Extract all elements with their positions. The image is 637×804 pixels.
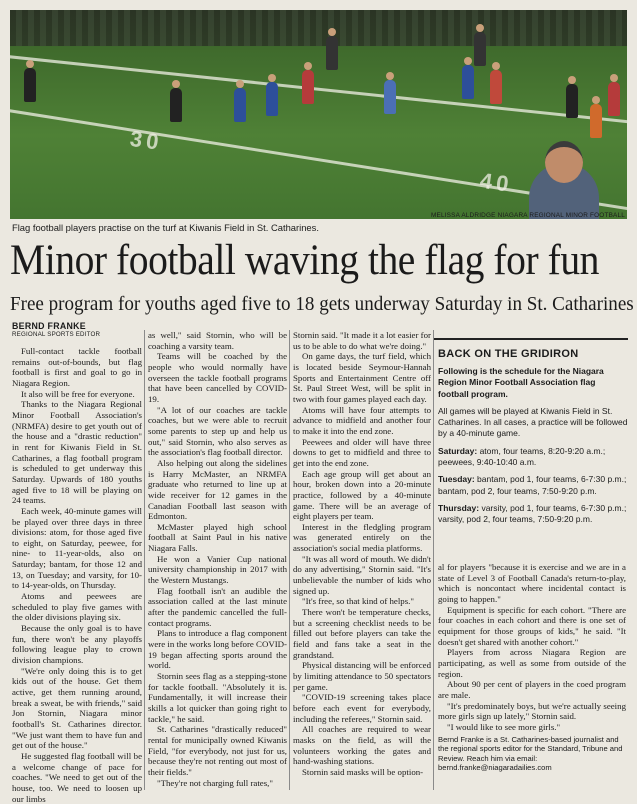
field-line (10, 53, 627, 129)
paragraph: There won't be temperature checks, but a screening checklist needs to be filled out before players can take the field and fans take a seat in the grandstand. (293, 607, 431, 660)
paragraph: Each week, 40-minute games will be played over three days in three divisions: atom, for those aged five to eight, on Saturday, peewee, for nine- to 11-year-olds, also on Saturday; bantam, for those 12 and 13, on Tuesday; and varsity, for 10- to 14-year-olds, on Thursday. (12, 505, 142, 591)
paragraph: al for players "because it is exercise and we are in a state of Level 3 of Football Canada's return-to-play, which is noncontact where incidental contact is going to happen." (438, 562, 626, 604)
paragraph: "It's free, so that kind of helps." (302, 596, 414, 607)
paragraph: "A lot of our coaches are tackle coaches, but we were able to recruit some parents to step up and help us out," said Stornin, who also serves as the association's flag football director. (148, 404, 287, 458)
byline-name: BERND FRANKE (12, 321, 86, 331)
yard-marker: 30 (128, 125, 165, 156)
player (462, 65, 474, 99)
sidebar-note: All games will be played at Kiwanis Field in St. Catharines. In all cases, a practice will be followed by a 40-minute game. (438, 405, 628, 439)
article-column-2 (148, 330, 287, 788)
paragraph: Because the only goal is to have fun, there won't be any playoffs following league play to crown division champions. (12, 623, 142, 666)
paragraph: On game days, the turf field, which is located beside Seymour-Hannah Sports and Entertainment Centre off St. Paul Street West, will be split in two with four games played each day. (293, 351, 431, 404)
saturday-label: Saturday: (438, 445, 478, 456)
thursday-label: Thursday: (438, 502, 480, 513)
paragraph: He suggested flag football will be a welcome change of pace for coaches. "We need to get out of the house, too. We need to loosen up our limbs (12, 750, 142, 804)
paragraph: "It's predominately boys, but we're actually seeing more girls sign up lately," Stornin said. (438, 700, 626, 722)
tuesday-text: bantam, pod 1, four teams, 6-7:30 p.m.; bantam, pod 2, four teams, 7:50-9:20 p.m. (438, 474, 627, 496)
player (234, 88, 246, 122)
paragraph: Stornin said masks will be option- (302, 766, 424, 777)
paragraph: Each age group will get about an hour, broken down into a 20-minute practice, followed by a 40-minute game. There will be an average of eight players per team. (293, 468, 431, 522)
paragraph: as well," said Stornin, who will be coaching a varsity team. (148, 330, 287, 351)
paragraph: All coaches are required to wear masks on the field, as will the volunteers working the gates and hand-washing stations. (293, 724, 431, 767)
paragraph: Teams will be coached by the people who would normally have overseen the tackle football programs that have been cancelled by COVID-19. (148, 351, 287, 404)
player (490, 70, 502, 104)
photo-credit: MELISSA ALDRIDGE NIAGARA REGIONAL MINOR FOOTBALL (430, 212, 625, 219)
paragraph: "I would like to see more girls." (447, 721, 561, 732)
paragraph: Flag football isn't an audible the association called at the last minute after the pandemic cancelled the full-contact programs. (148, 585, 287, 628)
column-rule (289, 330, 290, 790)
column-rule (144, 330, 145, 790)
paragraph: He won a Vanier Cup national university championship in 2017 with the Western Mustangs. (148, 553, 287, 586)
sidebar-title: BACK ON THE GRIDIRON (438, 348, 579, 360)
paragraph: "It was all word of mouth. We didn't do any advertising," Stornin said. "It's unbelievable the number of kids who signed up. (293, 553, 431, 596)
byline (12, 321, 100, 338)
tuesday-label: Tuesday: (438, 474, 475, 485)
paragraph: Stornin sees flag as a stepping-stone for tackle football. "Absolutely it is. Fundamentally, it will increase their skills a lot quicker than going right to tackle," he said. (148, 671, 287, 724)
paragraph: About 90 per cent of players in the coed program are male. (438, 679, 626, 700)
paragraph: Players from across Niagara Region are participating, as well as some from outside of the region. (438, 647, 626, 679)
author-bio: Bernd Franke is a St. Catharines-based journalist and the regional sports editor for the Standard, Tribune and Review. Reach him via email: bernd.franke@niagaradailies.com (438, 734, 623, 773)
player (474, 32, 486, 66)
article-photo (10, 10, 627, 219)
schedule-tuesday (438, 474, 628, 497)
player (384, 80, 396, 114)
player (170, 88, 182, 122)
player (266, 82, 278, 116)
article-column-1 (12, 346, 142, 804)
schedule-thursday (438, 503, 628, 526)
player (590, 104, 602, 138)
paragraph: "They're not charging full rates," (157, 777, 273, 788)
schedule-sidebar (434, 338, 628, 548)
paragraph: Atoms will have four attempts to advance to midfield and another four to make it into the end zone. (293, 404, 431, 436)
player (302, 70, 314, 104)
paragraph: Peewees and older will have three downs to get to midfield and three to get into the end zone. (293, 436, 431, 468)
headline: Minor football waving the flag for fun (10, 237, 599, 284)
article-column-4 (438, 562, 626, 773)
subheadline: Free program for youths aged five to 18 gets underway Saturday in St. Catharines (10, 293, 634, 315)
saturday-text: atom, four teams, 8:20-9:20 a.m.; peewees, 9:40-10:40 a.m. (438, 445, 606, 468)
article-column-3 (293, 330, 431, 778)
thursday-text: varsity, pod 1, four teams, 6-7:30 p.m.; varsity, pod 2, four teams, 7:50-9:20 p.m. (438, 502, 627, 525)
byline-role: REGIONAL SPORTS EDITOR (12, 331, 101, 338)
schedule-saturday (438, 446, 628, 469)
paragraph: "COVID-19 screening takes place before each event for everybody, including the referees," Stornin said. (293, 692, 431, 724)
paragraph: Interest in the fledgling program was generated entirely on the association's social media platforms. (293, 521, 431, 554)
paragraph: Full-contact tackle football remains out-of-bounds, but flag football is first and goal to go in Niagara Region. (12, 346, 142, 388)
paragraph: "We're only doing this is to get kids out of the house. Get them active, get them running around, break a sweat, be with friends," said Jon Stornin, Niagara minor football's St. Catharines director. "We just want them to have fun and get out of the house." (12, 665, 142, 751)
paragraph: Atoms and peewees are scheduled to play five games with the older divisions playing six. (12, 591, 142, 623)
paragraph: Plans to introduce a flag component were in the works long before COVID-19 began affecting sports around the world. (148, 628, 288, 671)
paragraph: St. Catharines "drastically reduced" rental for municipally owned Kiwanis Field, "for everybody, not just for us, because they're not renting out most of their fields." (148, 724, 287, 777)
paragraph: Also helping out along the sidelines is Harry McMaster, an NRMFA graduate who returned to line up at wide receiver for 12 games in the Canadian Football last season with Edmonton. (148, 457, 287, 522)
player (608, 82, 620, 116)
spectator (529, 163, 599, 219)
photo-fence (10, 10, 627, 46)
yard-marker: 40 (478, 167, 515, 198)
paragraph: Stornin said. "It made it a lot easier for us to be able to do what we're doing." (293, 330, 431, 351)
paragraph: Equipment is specific for each cohort. "There are four coaches in each cohort and there is one set of equipment for those groups of kids," he said. "It doesn't get shared with another cohort." (438, 604, 626, 647)
paragraph: McMaster played high school football at Saint Paul in his native Niagara Falls. (148, 521, 287, 554)
paragraph: Thanks to the Niagara Regional Minor Football Association's (NRMFA) desire to get youth out of the house and a "drastic reduction" in rent for Kiwanis Field in St. Catharines, a flag football program is scheduled to get underway this Saturday. Upwards of 180 youths aged five to 18 will be playing on 24 teams. (12, 399, 142, 506)
paragraph: Physical distancing will be enforced by limiting attendance to 50 spectators per game. (293, 660, 431, 692)
photo-caption: Flag football players practise on the turf at Kiwanis Field in St. Catharines. (12, 222, 319, 233)
player (566, 84, 578, 118)
paragraph: It also will be free for everyone. (21, 388, 135, 399)
sidebar-intro: Following is the schedule for the Niagara Region Minor Football Association flag football program. (438, 366, 604, 399)
player (24, 68, 36, 102)
player (326, 36, 338, 70)
